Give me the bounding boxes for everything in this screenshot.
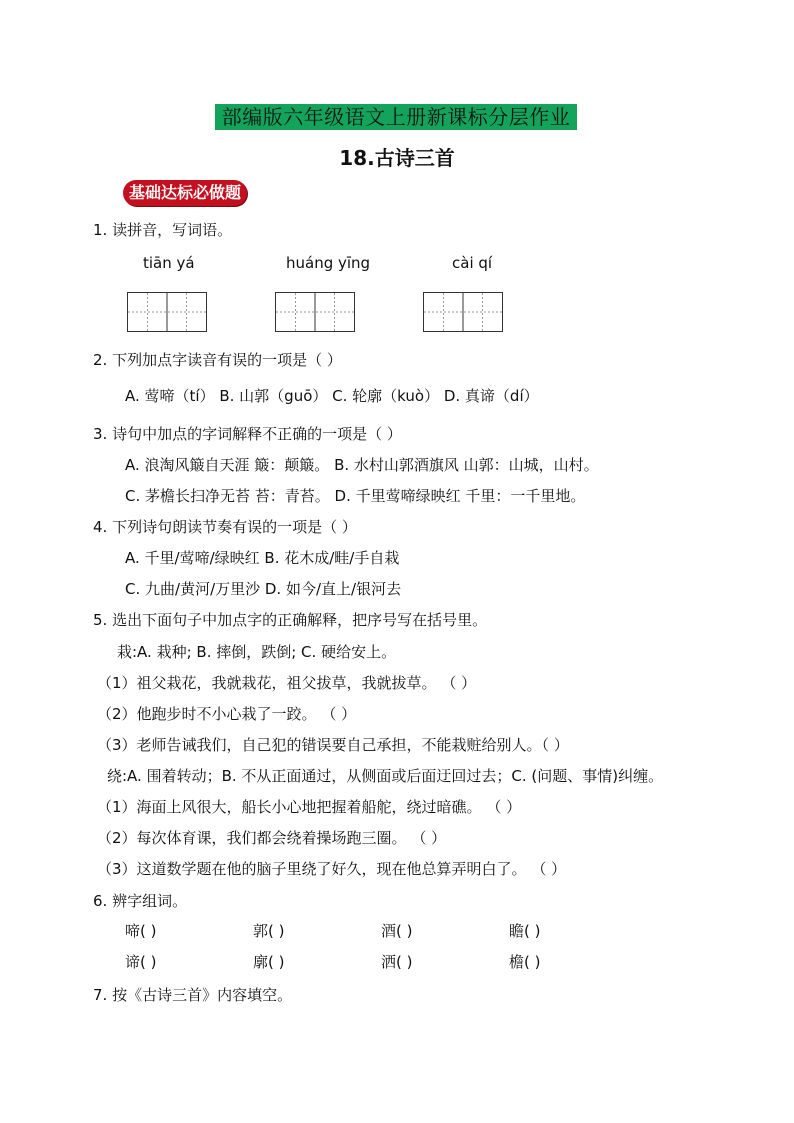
tianzige-lines xyxy=(276,293,354,331)
q3-options-line-2: C. 茅檐长扫净无苔 苔：青苔。 D. 千里莺啼绿映红 千里：一千里地。 xyxy=(125,487,586,505)
q6-word-item: 酒( ) xyxy=(381,922,413,940)
q5-rao-item-2: （2）每次体育课，我们都会绕着操场跑三圈。 （ ） xyxy=(97,829,447,847)
page-title: 18.古诗三首 xyxy=(339,146,455,170)
q4-options-line-1: A. 千里/莺啼/绿映红 B. 花木成/畦/手自栽 xyxy=(125,549,400,567)
section-badge: 基础达标必做题 xyxy=(123,180,247,206)
q6-word-item: 檐( ) xyxy=(509,953,541,971)
q5-rao-definition: 绕:A. 围着转动；B. 不从正面通过，从侧面或后面迂回过去；C. (问题、事情)纠缠。 xyxy=(107,767,664,785)
q1-pinyin-3: cài qí xyxy=(452,254,493,272)
q1-writing-grid-2[interactable] xyxy=(275,292,355,332)
q2-options: A. 莺啼（tí） B. 山郭（guō） C. 轮廓（kuò） D. 真谛（dí） xyxy=(125,387,539,405)
q6-word-item: 谛( ) xyxy=(125,953,157,971)
q6-word-item: 廓( ) xyxy=(253,953,285,971)
tianzige-lines xyxy=(128,293,206,331)
q4-options-line-2: C. 九曲/黄河/万里沙 D. 如今/直上/银河去 xyxy=(125,580,402,598)
q6-word-item: 啼( ) xyxy=(125,922,157,940)
q1-stem: 1. 读拼音，写词语。 xyxy=(93,221,233,239)
q1-writing-grid-3[interactable] xyxy=(423,292,503,332)
q7-stem: 7. 按《古诗三首》内容填空。 xyxy=(93,986,293,1004)
q5-zai-item-2: （2）他跑步时不小心栽了一跤。 （ ） xyxy=(97,705,357,723)
q6-word-item: 瞻( ) xyxy=(509,922,541,940)
q1-writing-grid-1[interactable] xyxy=(127,292,207,332)
q6-word-item: 洒( ) xyxy=(381,953,413,971)
q3-stem: 3. 诗句中加点的字词解释不正确的一项是（ ） xyxy=(93,425,402,443)
q6-stem: 6. 辨字组词。 xyxy=(93,892,188,910)
q6-word-item: 郭( ) xyxy=(253,922,285,940)
q5-zai-item-1: （1）祖父栽花，我就栽花，祖父拔草，我就拔草。 （ ） xyxy=(97,674,477,692)
q5-rao-item-3: （3）这道数学题在他的脑子里绕了好久，现在他总算弄明白了。 （ ） xyxy=(97,860,567,878)
q5-stem: 5. 选出下面句子中加点字的正确解释，把序号写在括号里。 xyxy=(93,611,488,629)
q5-zai-item-3: （3）老师告诫我们，自己犯的错误要自己承担，不能栽赃给别人。（ ） xyxy=(97,736,569,754)
q5-rao-item-1: （1）海面上风很大，船长小心地把握着船舵，绕过暗礁。 （ ） xyxy=(97,798,522,816)
q1-pinyin-2: huáng yīng xyxy=(286,254,371,272)
q3-options-line-1: A. 浪淘风簸自天涯 簸：颠簸。 B. 水村山郭酒旗风 山郭：山城，山村。 xyxy=(125,456,599,474)
tianzige-lines xyxy=(424,293,502,331)
q1-pinyin-1: tiān yá xyxy=(143,254,195,272)
q4-stem: 4. 下列诗句朗读节奏有误的一项是（ ） xyxy=(93,518,357,536)
series-banner: 部编版六年级语文上册新课标分层作业 xyxy=(215,104,577,130)
q5-zai-definition: 栽:A. 栽种; B. 摔倒，跌倒; C. 硬给安上。 xyxy=(117,643,397,661)
q2-stem: 2. 下列加点字读音有误的一项是（ ） xyxy=(93,351,342,369)
